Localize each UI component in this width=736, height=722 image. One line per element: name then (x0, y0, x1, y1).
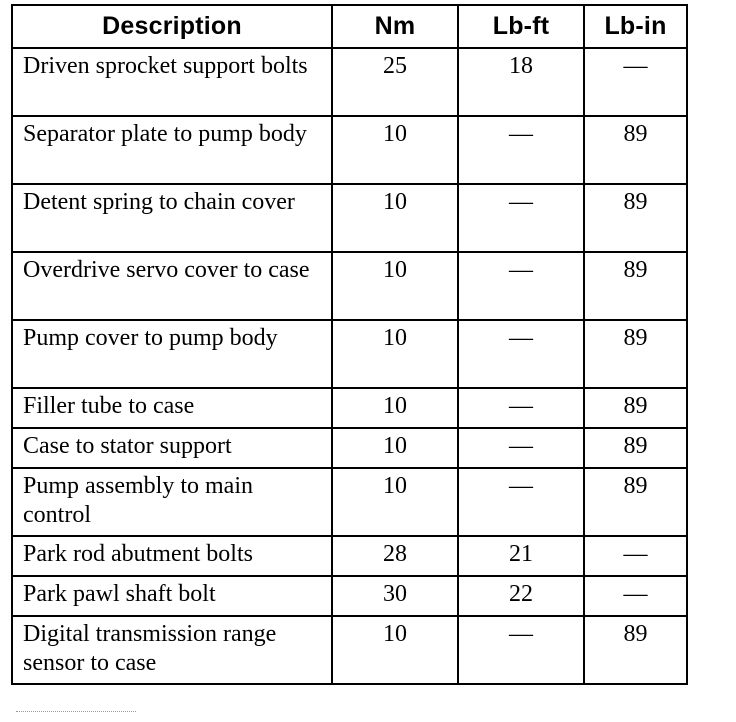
cell-lb-ft: 22 (458, 576, 584, 616)
header-lb-in: Lb-in (584, 5, 687, 48)
cell-lb-ft: — (458, 616, 584, 684)
cell-description: Case to stator support (12, 428, 332, 468)
cell-lb-in: 89 (584, 428, 687, 468)
cell-nm: 10 (332, 428, 458, 468)
cell-lb-in: 89 (584, 116, 687, 184)
cell-nm: 10 (332, 116, 458, 184)
cell-description: Separator plate to pump body (12, 116, 332, 184)
cell-lb-in: 89 (584, 252, 687, 320)
cell-lb-ft: — (458, 388, 584, 428)
table-row (12, 468, 687, 536)
cell-nm: 10 (332, 252, 458, 320)
cell-lb-ft: 18 (458, 48, 584, 116)
cell-lb-in: — (584, 576, 687, 616)
table-row (12, 536, 687, 576)
header-description: Description (12, 5, 332, 48)
cell-description: Pump cover to pump body (12, 320, 332, 388)
cell-nm: 10 (332, 468, 458, 536)
cell-nm: 28 (332, 536, 458, 576)
cell-lb-in: 89 (584, 388, 687, 428)
cell-lb-in: — (584, 48, 687, 116)
table-row (12, 616, 687, 684)
cell-lb-in: — (584, 536, 687, 576)
cell-lb-ft: — (458, 428, 584, 468)
cell-lb-ft: — (458, 468, 584, 536)
cell-nm: 10 (332, 388, 458, 428)
cell-nm: 10 (332, 320, 458, 388)
table-header-row (12, 5, 687, 48)
scan-artifact (16, 711, 136, 718)
cell-lb-ft: 21 (458, 536, 584, 576)
cell-description: Detent spring to chain cover (12, 184, 332, 252)
cell-description: Driven sprocket support bolts (12, 48, 332, 116)
cell-lb-ft: — (458, 116, 584, 184)
header-lb-ft: Lb-ft (458, 5, 584, 48)
cell-lb-in: 89 (584, 468, 687, 536)
cell-nm: 10 (332, 616, 458, 684)
table-row (12, 576, 687, 616)
cell-nm: 30 (332, 576, 458, 616)
cell-nm: 10 (332, 184, 458, 252)
cell-description: Overdrive servo cover to case (12, 252, 332, 320)
table-row (12, 252, 687, 320)
cell-description: Park pawl shaft bolt (12, 576, 332, 616)
torque-spec-table (11, 4, 688, 685)
cell-description: Pump assembly to main control (12, 468, 332, 536)
cell-description: Digital transmission range sensor to case (12, 616, 332, 684)
table-row (12, 48, 687, 116)
cell-description: Park rod abutment bolts (12, 536, 332, 576)
header-nm: Nm (332, 5, 458, 48)
table-row (12, 184, 687, 252)
cell-description: Filler tube to case (12, 388, 332, 428)
cell-lb-in: 89 (584, 616, 687, 684)
cell-lb-in: 89 (584, 320, 687, 388)
cell-lb-in: 89 (584, 184, 687, 252)
table-row (12, 320, 687, 388)
cell-lb-ft: — (458, 252, 584, 320)
cell-nm: 25 (332, 48, 458, 116)
cell-lb-ft: — (458, 320, 584, 388)
table-row (12, 116, 687, 184)
table-row (12, 388, 687, 428)
table-row (12, 428, 687, 468)
torque-spec-table-container (11, 4, 688, 685)
cell-lb-ft: — (458, 184, 584, 252)
